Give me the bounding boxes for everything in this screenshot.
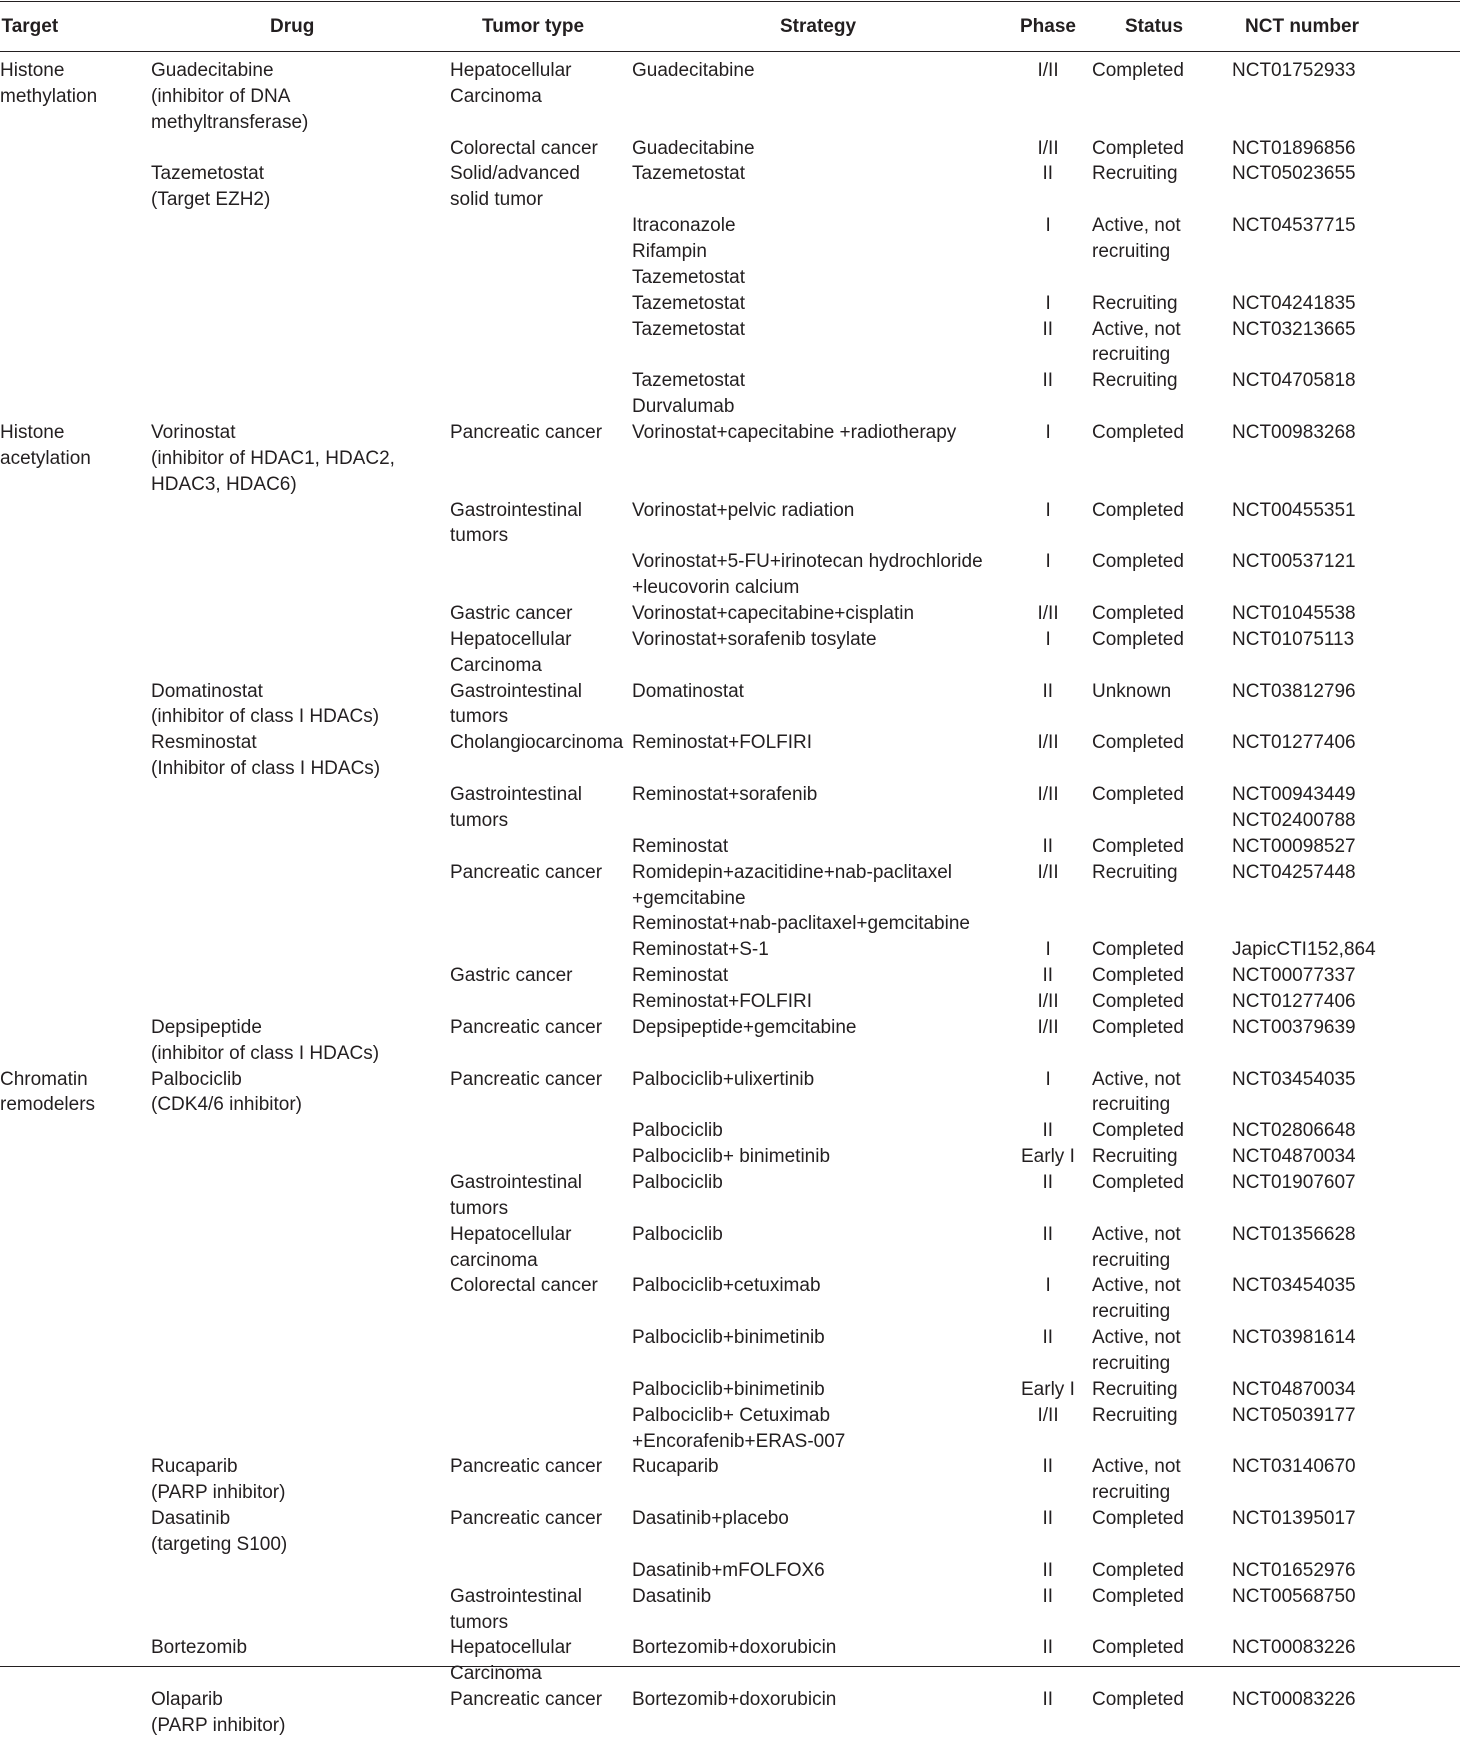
cell-phase: I <box>1045 1275 1051 1297</box>
cell-target: Chromatin remodelers <box>0 1068 96 1116</box>
cell-strategy: Dasatinib+placebo <box>632 1508 789 1530</box>
cell-drug: Tazemetostat (Target EZH2) <box>151 163 271 211</box>
cell-nct-number: NCT00568750 <box>1232 1585 1356 1607</box>
cell-status: Active, not recruiting <box>1092 1068 1181 1116</box>
cell-nct-number: NCT04870034 <box>1232 1378 1356 1400</box>
cell-strategy: Depsipeptide+gemcitabine <box>632 1016 857 1038</box>
cell-nct-number: NCT01277406 <box>1232 990 1356 1012</box>
cell-phase: I/II <box>1037 861 1059 883</box>
cell-nct-number: NCT01356628 <box>1232 1223 1356 1245</box>
cell-strategy: Reminostat+FOLFIRI <box>632 990 813 1012</box>
cell-nct-number: NCT05023655 <box>1232 163 1356 185</box>
cell-phase: II <box>1042 1559 1054 1581</box>
cell-tumor-type: Hepatocellular Carcinoma <box>450 628 572 676</box>
cell-tumor-type: Gastrointestinal tumors <box>450 499 583 547</box>
cell-phase: I <box>1045 499 1051 521</box>
cell-tumor-type: Gastrointestinal tumors <box>450 680 583 728</box>
cell-strategy: Tazemetostat <box>632 292 745 314</box>
cell-strategy: Vorinostat+pelvic radiation <box>632 499 855 521</box>
cell-phase: II <box>1042 1637 1054 1659</box>
header-target: Target <box>1 16 59 37</box>
cell-status: Unknown <box>1092 680 1172 702</box>
cell-tumor-type: Pancreatic cancer <box>450 1068 603 1090</box>
cell-strategy: Palbociclib+binimetinib <box>632 1327 825 1349</box>
cell-strategy: Reminostat <box>632 965 729 987</box>
cell-status: Completed <box>1092 628 1184 650</box>
cell-phase: II <box>1042 680 1054 702</box>
cell-strategy: Vorinostat+capecitabine+cisplatin <box>632 603 915 625</box>
cell-nct-number: NCT03454035 <box>1232 1275 1356 1297</box>
header-status: Status <box>1125 16 1184 37</box>
cell-nct-number: NCT02806648 <box>1232 1120 1356 1142</box>
cell-nct-number: NCT04870034 <box>1232 1146 1356 1168</box>
cell-drug: Rucaparib (PARP inhibitor) <box>151 1456 286 1504</box>
cell-strategy: Guadecitabine <box>632 137 755 159</box>
cell-status: Completed <box>1092 1689 1184 1711</box>
cell-status: Active, not recruiting <box>1092 1327 1181 1374</box>
cell-status: Active, not recruiting <box>1092 1275 1181 1323</box>
cell-phase: II <box>1042 835 1054 857</box>
cell-phase: I/II <box>1037 990 1059 1012</box>
cell-drug: Vorinostat (inhibitor of HDAC1, HDAC2, HDAC3, HDAC6) <box>151 422 395 495</box>
cell-phase: I <box>1045 1068 1051 1090</box>
cell-strategy: Palbociclib+ Cetuximab +Encorafenib+ERAS-007 <box>632 1404 846 1452</box>
cell-tumor-type: Pancreatic cancer <box>450 1456 603 1478</box>
cell-strategy: Vorinostat+5-FU+irinotecan hydrochloride +leucovorin calcium <box>632 551 983 599</box>
cell-strategy: Vorinostat+sorafenib tosylate <box>632 628 877 650</box>
cell-drug: Palbociclib (CDK4/6 inhibitor) <box>151 1068 302 1116</box>
cell-phase: I/II <box>1037 60 1059 81</box>
header-strategy: Strategy <box>780 16 857 37</box>
cell-nct-number: NCT04241835 <box>1232 292 1356 314</box>
cell-drug: Dasatinib (targeting S100) <box>151 1508 288 1556</box>
cell-nct-number: NCT01045538 <box>1232 603 1356 625</box>
cell-strategy: Palbociclib+cetuximab <box>632 1275 821 1297</box>
cell-strategy: Reminostat+FOLFIRI <box>632 732 813 754</box>
cell-status: Completed <box>1092 939 1184 961</box>
cell-tumor-type: Hepatocellular Carcinoma <box>450 60 572 107</box>
cell-status: Recruiting <box>1092 292 1178 314</box>
cell-tumor-type: Colorectal cancer <box>450 1275 598 1297</box>
cell-status: Completed <box>1092 1016 1184 1038</box>
cell-status: Recruiting <box>1092 163 1178 185</box>
cell-strategy: Palbociclib+ulixertinib <box>632 1068 815 1090</box>
cell-nct-number: NCT01075113 <box>1232 628 1355 650</box>
cell-nct-number: NCT01652976 <box>1232 1559 1356 1581</box>
cell-phase: I <box>1045 292 1051 314</box>
cell-status: Recruiting <box>1092 1378 1178 1400</box>
header-drug: Drug <box>270 16 315 37</box>
cell-phase: II <box>1042 318 1054 340</box>
cell-strategy: Bortezomib+doxorubicin <box>632 1637 837 1659</box>
header-nct-number: NCT number <box>1245 16 1359 37</box>
cell-nct-number: NCT00083226 <box>1232 1637 1356 1659</box>
cell-status: Completed <box>1092 784 1184 806</box>
cell-status: Completed <box>1092 990 1184 1012</box>
cell-tumor-type: Gastrointestinal tumors <box>450 1585 583 1633</box>
cell-nct-number: NCT00943449 NCT02400788 <box>1232 784 1356 831</box>
cell-tumor-type: Pancreatic cancer <box>450 861 603 883</box>
cell-nct-number: NCT03981614 <box>1232 1327 1356 1349</box>
cell-nct-number: NCT00537121 <box>1232 551 1356 573</box>
cell-strategy: Domatinostat <box>632 680 744 702</box>
cell-nct-number: NCT01896856 <box>1232 137 1356 159</box>
cell-tumor-type: Pancreatic cancer <box>450 1689 603 1711</box>
cell-tumor-type: Hepatocellular Carcinoma <box>450 1637 572 1685</box>
cell-phase: I/II <box>1037 603 1059 625</box>
cell-nct-number: NCT05039177 <box>1232 1404 1356 1426</box>
cell-status: Recruiting <box>1092 861 1178 883</box>
cell-tumor-type: Gastric cancer <box>450 965 573 987</box>
cell-phase: I/II <box>1037 1016 1059 1038</box>
cell-status: Active, not recruiting <box>1092 318 1181 366</box>
cell-status: Completed <box>1092 60 1184 81</box>
cell-strategy: Palbociclib+ binimetinib <box>632 1146 831 1168</box>
cell-drug: Bortezomib <box>151 1637 248 1659</box>
table-top-rule <box>0 1 1460 2</box>
cell-drug: Depsipeptide (inhibitor of class I HDACs) <box>151 1016 380 1064</box>
cell-nct-number: NCT04537715 <box>1232 215 1356 237</box>
cell-tumor-type: Hepatocellular carcinoma <box>450 1223 572 1271</box>
cell-nct-number: NCT01752933 <box>1232 60 1356 81</box>
cell-strategy: Palbociclib+binimetinib <box>632 1378 825 1400</box>
cell-drug: Resminostat (Inhibitor of class I HDACs) <box>151 732 381 780</box>
cell-status: Completed <box>1092 1585 1184 1607</box>
cell-phase: II <box>1042 1120 1054 1142</box>
cell-status: Recruiting <box>1092 370 1178 392</box>
cell-status: Completed <box>1092 1120 1184 1142</box>
cell-target: Histone methylation <box>0 60 98 107</box>
cell-phase: II <box>1042 1171 1054 1193</box>
cell-phase: II <box>1042 370 1054 392</box>
cell-status: Completed <box>1092 965 1184 987</box>
cell-phase: II <box>1042 1689 1054 1711</box>
cell-nct-number: NCT03213665 <box>1232 318 1356 340</box>
cell-tumor-type: Pancreatic cancer <box>450 422 603 444</box>
cell-nct-number: NCT01907607 <box>1232 1171 1356 1193</box>
cell-status: Active, not recruiting <box>1092 1456 1181 1504</box>
cell-status: Completed <box>1092 1559 1184 1581</box>
cell-nct-number: NCT04257448 <box>1232 861 1356 883</box>
cell-tumor-type: Gastrointestinal tumors <box>450 1171 583 1219</box>
cell-status: Completed <box>1092 732 1184 754</box>
cell-target: Histone acetylation <box>0 422 91 469</box>
cell-strategy: Itraconazole Rifampin Tazemetostat <box>632 215 745 288</box>
cell-nct-number: NCT00077337 <box>1232 965 1356 987</box>
cell-phase: II <box>1042 1508 1054 1530</box>
cell-strategy: Romidepin+azacitidine+nab-paclitaxel +gemcitabine Reminostat+nab-paclitaxel+gemcitabine <box>632 861 970 935</box>
cell-nct-number: NCT00083226 <box>1232 1689 1356 1711</box>
cell-phase: I/II <box>1037 732 1059 754</box>
cell-status: Completed <box>1092 603 1184 625</box>
cell-strategy: Reminostat <box>632 835 729 857</box>
cell-phase: II <box>1042 1585 1054 1607</box>
cell-drug: Domatinostat (inhibitor of class I HDACs) <box>151 680 380 728</box>
cell-nct-number: NCT03454035 <box>1232 1068 1356 1090</box>
cell-phase: II <box>1042 1456 1054 1478</box>
cell-phase: II <box>1042 163 1054 185</box>
cell-status: Completed <box>1092 551 1184 573</box>
cell-strategy: Dasatinib+mFOLFOX6 <box>632 1559 825 1581</box>
cell-phase: I <box>1045 422 1051 444</box>
cell-strategy: Tazemetostat <box>632 318 745 340</box>
cell-status: Recruiting <box>1092 1404 1178 1426</box>
cell-strategy: Bortezomib+doxorubicin <box>632 1689 837 1711</box>
cell-phase: Early I <box>1021 1146 1075 1168</box>
cell-strategy: Palbociclib <box>632 1171 723 1193</box>
cell-drug: Guadecitabine (inhibitor of DNA methyltransferase) <box>151 60 309 133</box>
cell-tumor-type: Pancreatic cancer <box>450 1016 603 1038</box>
cell-status: Active, not recruiting <box>1092 1223 1181 1271</box>
cell-drug: Olaparib (PARP inhibitor) <box>151 1689 286 1737</box>
cell-status: Completed <box>1092 1637 1184 1659</box>
table-bottom-rule <box>0 1666 1460 1667</box>
cell-phase: II <box>1042 965 1054 987</box>
cell-phase: I <box>1045 628 1051 650</box>
cell-status: Completed <box>1092 422 1184 444</box>
cell-status: Recruiting <box>1092 1146 1178 1168</box>
cell-strategy: Tazemetostat Durvalumab <box>632 370 745 418</box>
cell-nct-number: NCT00379639 <box>1232 1016 1356 1038</box>
cell-phase: I/II <box>1037 137 1059 159</box>
cell-strategy: Guadecitabine <box>632 60 755 81</box>
cell-strategy: Palbociclib <box>632 1120 723 1142</box>
cell-status: Completed <box>1092 1508 1184 1530</box>
cell-tumor-type: Gastric cancer <box>450 603 573 625</box>
cell-strategy: Vorinostat+capecitabine +radiotherapy <box>632 422 957 444</box>
cell-phase: I/II <box>1037 784 1059 806</box>
header-phase: Phase <box>1020 16 1076 37</box>
header-tumor-type: Tumor type <box>482 16 585 37</box>
cell-strategy: Dasatinib <box>632 1585 712 1607</box>
cell-phase: I <box>1045 551 1051 573</box>
cell-tumor-type: Gastrointestinal tumors <box>450 784 583 831</box>
cell-tumor-type: Pancreatic cancer <box>450 1508 603 1530</box>
cell-nct-number: NCT00455351 <box>1232 499 1356 521</box>
cell-status: Completed <box>1092 1171 1184 1193</box>
cell-tumor-type: Cholangiocarcinoma <box>450 732 624 754</box>
cell-status: Completed <box>1092 137 1184 159</box>
table-header-rule <box>0 51 1460 52</box>
cell-tumor-type: Colorectal cancer <box>450 137 598 159</box>
cell-nct-number: NCT00983268 <box>1232 422 1356 444</box>
cell-phase: I <box>1045 939 1051 961</box>
cell-strategy: Rucaparib <box>632 1456 719 1478</box>
cell-strategy: Tazemetostat <box>632 163 745 185</box>
cell-nct-number: NCT00098527 <box>1232 835 1356 857</box>
cell-tumor-type: Solid/advanced solid tumor <box>450 163 580 211</box>
cell-status: Active, not recruiting <box>1092 215 1181 263</box>
cell-nct-number: NCT03812796 <box>1232 680 1356 702</box>
cell-phase: Early I <box>1021 1378 1075 1400</box>
cell-nct-number: JapicCTI152,864 <box>1232 939 1376 961</box>
cell-strategy: Reminostat+sorafenib <box>632 784 818 806</box>
cell-status: Completed <box>1092 499 1184 521</box>
cell-phase: I/II <box>1037 1404 1059 1426</box>
cell-phase: II <box>1042 1223 1054 1245</box>
cell-nct-number: NCT04705818 <box>1232 370 1356 392</box>
cell-status: Completed <box>1092 835 1184 857</box>
cell-nct-number: NCT01395017 <box>1232 1508 1356 1530</box>
cell-nct-number: NCT01277406 <box>1232 732 1356 754</box>
cell-nct-number: NCT03140670 <box>1232 1456 1356 1478</box>
cell-phase: I <box>1045 215 1051 237</box>
cell-phase: II <box>1042 1327 1054 1349</box>
cell-strategy: Palbociclib <box>632 1223 723 1245</box>
cell-strategy: Reminostat+S-1 <box>632 939 769 961</box>
